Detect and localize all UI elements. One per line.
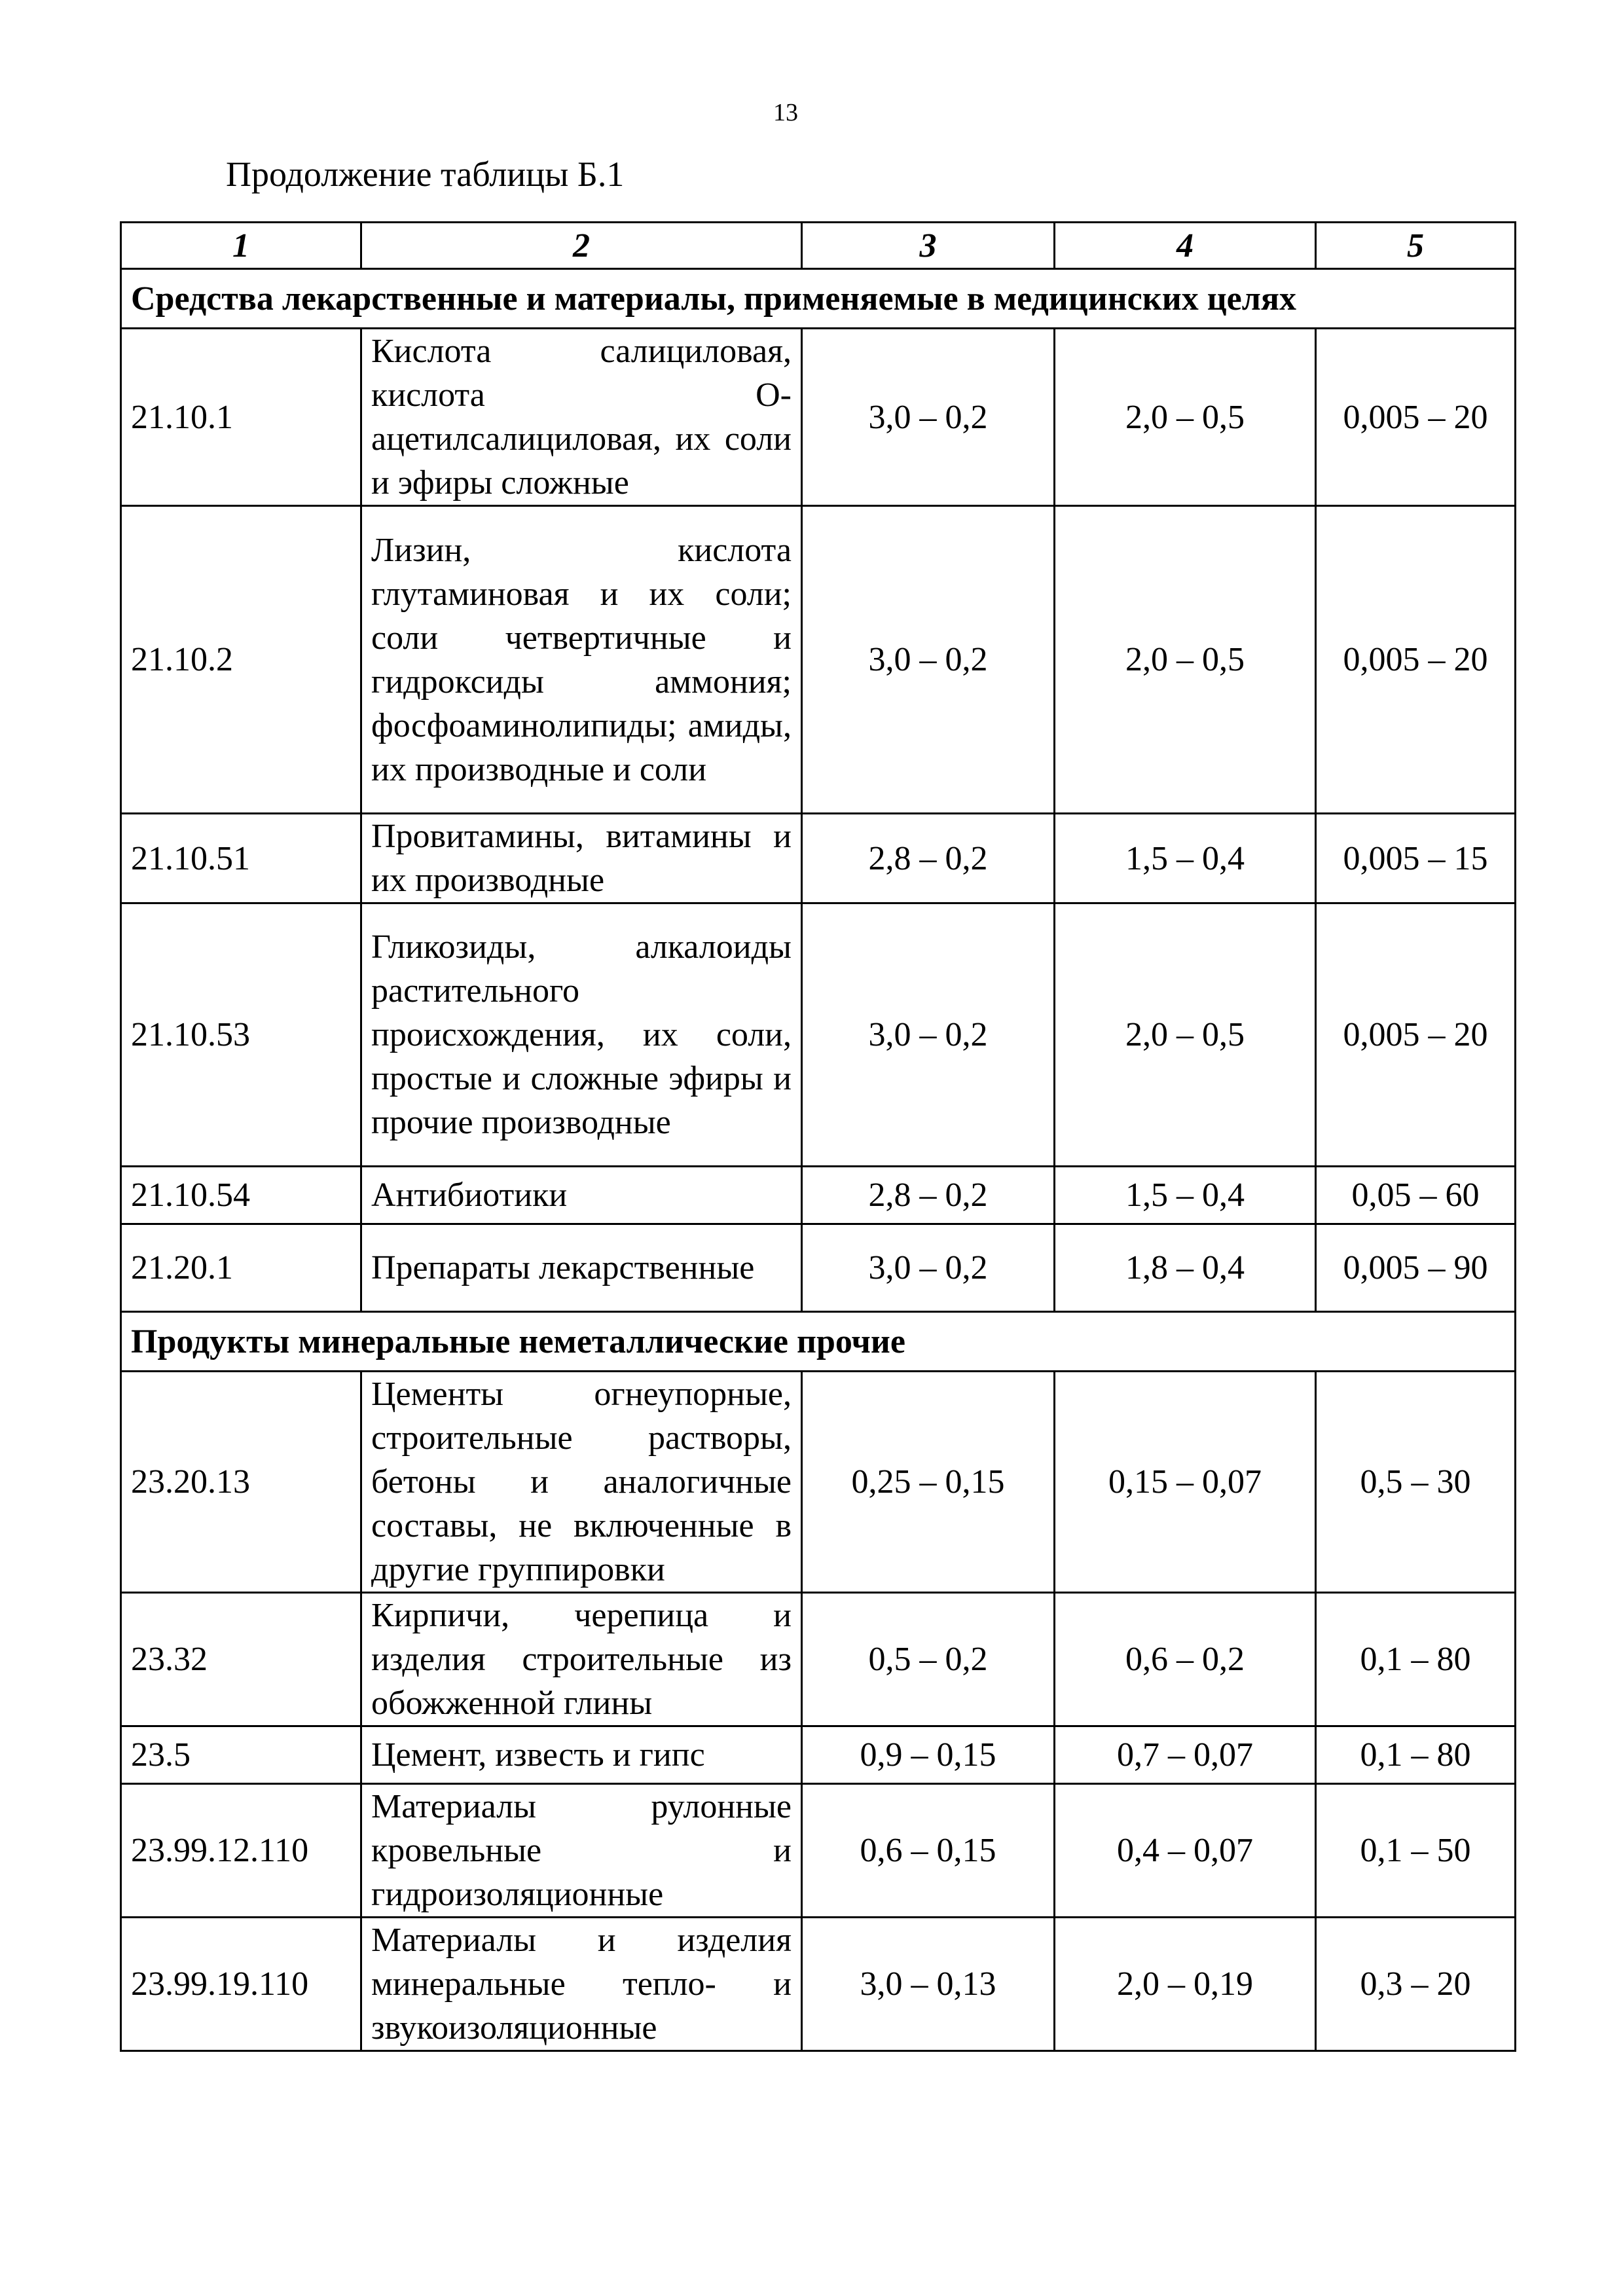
row-value-3: 0,25 – 0,15 bbox=[802, 1372, 1055, 1593]
row-code: 21.20.1 bbox=[121, 1224, 361, 1312]
table-caption: Продолжение таблицы Б.1 bbox=[226, 155, 625, 194]
row-name: Препараты лекарственные bbox=[361, 1224, 802, 1312]
data-table bbox=[120, 221, 1516, 2052]
row-code: 23.99.12.110 bbox=[121, 1784, 361, 1918]
section-title: Средства лекарственные и материалы, применяемые в медицинских целях bbox=[121, 269, 1516, 329]
row-value-5: 0,1 – 80 bbox=[1316, 1593, 1516, 1726]
row-code: 21.10.53 bbox=[121, 903, 361, 1167]
section-row bbox=[121, 1312, 1516, 1372]
row-value-5: 0,05 – 60 bbox=[1316, 1167, 1516, 1224]
row-value-5: 0,005 – 15 bbox=[1316, 814, 1516, 903]
row-value-4: 1,8 – 0,4 bbox=[1055, 1224, 1316, 1312]
column-header: 5 bbox=[1316, 223, 1516, 269]
section-title: Продукты минеральные неметаллические прочие bbox=[121, 1312, 1516, 1372]
row-value-4: 1,5 – 0,4 bbox=[1055, 1167, 1316, 1224]
row-code: 23.99.19.110 bbox=[121, 1918, 361, 2051]
row-name: Цемент, известь и гипс bbox=[361, 1726, 802, 1784]
column-header: 3 bbox=[802, 223, 1055, 269]
table-row bbox=[121, 903, 1516, 1167]
table-row bbox=[121, 1593, 1516, 1726]
row-value-4: 2,0 – 0,5 bbox=[1055, 903, 1316, 1167]
row-value-4: 1,5 – 0,4 bbox=[1055, 814, 1316, 903]
row-value-5: 0,3 – 20 bbox=[1316, 1918, 1516, 2051]
row-value-4: 0,6 – 0,2 bbox=[1055, 1593, 1316, 1726]
row-name: Кислота салициловая, кислота О-ацетилсалициловая, их соли и эфиры сложные bbox=[361, 329, 802, 506]
row-value-4: 2,0 – 0,5 bbox=[1055, 506, 1316, 814]
page-number: 13 bbox=[773, 99, 798, 126]
row-name: Материалы рулонные кровельные и гидроизоляционные bbox=[361, 1784, 802, 1918]
table-row bbox=[121, 1726, 1516, 1784]
table-row bbox=[121, 1918, 1516, 2051]
row-code: 23.32 bbox=[121, 1593, 361, 1726]
column-header: 2 bbox=[361, 223, 802, 269]
row-value-3: 3,0 – 0,2 bbox=[802, 903, 1055, 1167]
table-row bbox=[121, 329, 1516, 506]
row-value-3: 0,6 – 0,15 bbox=[802, 1784, 1055, 1918]
row-value-3: 2,8 – 0,2 bbox=[802, 1167, 1055, 1224]
row-code: 21.10.2 bbox=[121, 506, 361, 814]
row-value-3: 0,9 – 0,15 bbox=[802, 1726, 1055, 1784]
row-value-3: 2,8 – 0,2 bbox=[802, 814, 1055, 903]
section-row bbox=[121, 269, 1516, 329]
row-value-4: 0,4 – 0,07 bbox=[1055, 1784, 1316, 1918]
header-row bbox=[121, 223, 1516, 269]
row-value-5: 0,005 – 90 bbox=[1316, 1224, 1516, 1312]
row-code: 23.5 bbox=[121, 1726, 361, 1784]
table-row bbox=[121, 506, 1516, 814]
row-value-5: 0,005 – 20 bbox=[1316, 903, 1516, 1167]
row-value-5: 0,1 – 80 bbox=[1316, 1726, 1516, 1784]
row-value-3: 3,0 – 0,13 bbox=[802, 1918, 1055, 2051]
row-name: Гликозиды, алкалоиды растительного происхождения, их соли, простые и сложные эфиры и прочие производные bbox=[361, 903, 802, 1167]
table-row bbox=[121, 1372, 1516, 1593]
row-value-4: 2,0 – 0,5 bbox=[1055, 329, 1316, 506]
row-code: 21.10.54 bbox=[121, 1167, 361, 1224]
row-value-3: 3,0 – 0,2 bbox=[802, 1224, 1055, 1312]
row-name: Лизин, кислота глутаминовая и их соли; соли четвертичные и гидроксиды аммония; фосфоаминолипиды; амиды, их производные и соли bbox=[361, 506, 802, 814]
row-value-5: 0,005 – 20 bbox=[1316, 329, 1516, 506]
row-value-5: 0,1 – 50 bbox=[1316, 1784, 1516, 1918]
row-code: 21.10.1 bbox=[121, 329, 361, 506]
table-row bbox=[121, 1224, 1516, 1312]
row-code: 23.20.13 bbox=[121, 1372, 361, 1593]
table-row bbox=[121, 814, 1516, 903]
column-header: 4 bbox=[1055, 223, 1316, 269]
row-name: Кирпичи, черепица и изделия строительные из обожженной глины bbox=[361, 1593, 802, 1726]
row-name: Антибиотики bbox=[361, 1167, 802, 1224]
row-value-4: 0,15 – 0,07 bbox=[1055, 1372, 1316, 1593]
table-row bbox=[121, 1784, 1516, 1918]
row-value-5: 0,5 – 30 bbox=[1316, 1372, 1516, 1593]
row-value-3: 3,0 – 0,2 bbox=[802, 506, 1055, 814]
row-value-3: 0,5 – 0,2 bbox=[802, 1593, 1055, 1726]
row-name: Цементы огнеупорные, строительные растворы, бетоны и аналогичные составы, не включенные в другие группировки bbox=[361, 1372, 802, 1593]
row-code: 21.10.51 bbox=[121, 814, 361, 903]
table-row bbox=[121, 1167, 1516, 1224]
row-name: Материалы и изделия минеральные тепло- и звукоизоляционные bbox=[361, 1918, 802, 2051]
row-name: Провитамины, витамины и их производные bbox=[361, 814, 802, 903]
row-value-5: 0,005 – 20 bbox=[1316, 506, 1516, 814]
column-header: 1 bbox=[121, 223, 361, 269]
row-value-4: 0,7 – 0,07 bbox=[1055, 1726, 1316, 1784]
row-value-4: 2,0 – 0,19 bbox=[1055, 1918, 1316, 2051]
row-value-3: 3,0 – 0,2 bbox=[802, 329, 1055, 506]
